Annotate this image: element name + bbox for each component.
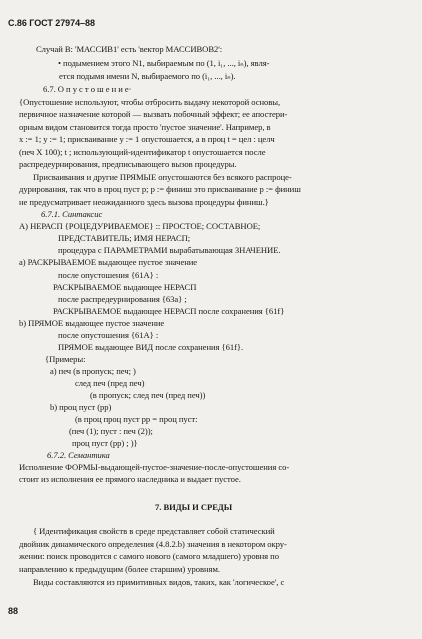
text-line: след печ (пред печ) (75, 378, 145, 388)
text-line: x := 1; y := 1; присваивание y := 1 опустошается, а в проц t = цел : целч (19, 134, 275, 144)
text-line: (в проц проц пуст pp = проц пуст: (75, 414, 198, 424)
text-line: ПРЯМОЕ выдающее ВИД после сохранения {61f}. (58, 342, 244, 352)
text-line: после опустошения {61A} : (58, 270, 159, 280)
text-line: направлению к предыдущим (более старшим) уровням. (19, 564, 220, 574)
text-line: A) НЕРАСП {РОЦЕДУРИВАЕМОЕ} :: ПРОСТОЕ; СОСТАВНОЕ; (19, 221, 261, 231)
text-line: проц пуст (pp) ; )} (72, 438, 138, 448)
text-line: РАСКРЫВАЕМОЕ выдающее НЕРАСП (53, 282, 197, 292)
text-line: b) ПРЯМОЕ выдающее пустое значение (19, 318, 165, 328)
text-line: орным видом становится тогда просто 'пустое значение'. Например, в (19, 122, 271, 132)
text-line: Виды составляются из примитивных видов, таких, как 'логическое', с (33, 577, 285, 587)
text-line: (печ (1); пуст : печ (2)); (69, 426, 153, 436)
text-line: жении: поиск проводится с самого нового (самого младшего) уровня по (19, 551, 279, 561)
text-line: ПРЕДСТАВИТЕЛЬ; ИМЯ НЕРАСП; (58, 233, 191, 243)
text-line: Присваивания и другие ПРЯМЫЕ опустошаются без всякого распроце- (33, 172, 292, 182)
text-line: РАСКРЫВАЕМОЕ выдающее НЕРАСП после сохранения {61f} (53, 306, 285, 316)
text-line: (печ X 100); t ; использующий-идентификатор t опустошается после (19, 147, 266, 157)
text-line: b) проц пуст (pp) (50, 402, 112, 412)
text-line: Исполнение ФОРМЫ-выдающей-пустое-значение-после-опустошения со- (19, 462, 290, 472)
page-number: 88 (8, 606, 18, 616)
text-line: распредеурнирования, предписывающего вызов процедуры. (19, 159, 237, 169)
text-line: первичное назначение которой — вызвать побочный эффект; ее апостери- (19, 109, 288, 119)
subsection-heading: 6.7.1. Синтаксис (41, 209, 103, 219)
section-heading: 6.7. О п у с т о ш е н и е· (43, 84, 132, 94)
text-line: не предусматривает неожиданного здесь вызова процедуры финиш.} (19, 197, 269, 207)
text-line: ется подымя имени N, выбираемого по (i₁, ..., iₙ). (59, 71, 236, 81)
subsection-heading: 6.7.2. Семантика (47, 450, 110, 460)
text-line: { Идентификация свойств в среде представляет собой статический (33, 526, 275, 536)
text-line: процедура с ПАРАМЕТРАМИ вырабатывающая ЗНАЧЕНИЕ. (58, 245, 281, 255)
text-line: стоит из исполнения ее прямого наследника и выдает пустое. (19, 474, 241, 484)
chapter-heading: 7. ВИДЫ И СРЕДЫ (155, 502, 233, 512)
text-line: {Примеры: (45, 354, 86, 364)
text-line: дурирования, так что в проц пуст p; p := финиш это присваивание p := финиш (19, 184, 301, 194)
page-header: С.86 ГОСТ 27974–88 (8, 18, 95, 28)
text-line: двойник динамического определения (4.8.2.b) значения в некотором окру- (19, 539, 287, 549)
text-line: после опустошения {61A} : (58, 330, 159, 340)
text-line: a) РАСКРЫВАЕМОЕ выдающее пустое значение (19, 257, 198, 267)
text-line: Случай В: 'МАССИВ1' есть 'вектор МАССИВОВ2': (36, 44, 223, 54)
text-line: a) печ (в пропуск; печ; ) (50, 366, 136, 376)
text-line: после распредеурнирования {63a} ; (58, 294, 187, 304)
text-line: (в пропуск; след печ (пред печ)) (90, 390, 206, 400)
text-line: {Опустошение используют, чтобы отбросить выдачу некоторой основы, (19, 97, 281, 107)
text-line: • подымением этого N1, выбираемым по (1, i₁, ..., iₙ), явля- (58, 58, 270, 68)
